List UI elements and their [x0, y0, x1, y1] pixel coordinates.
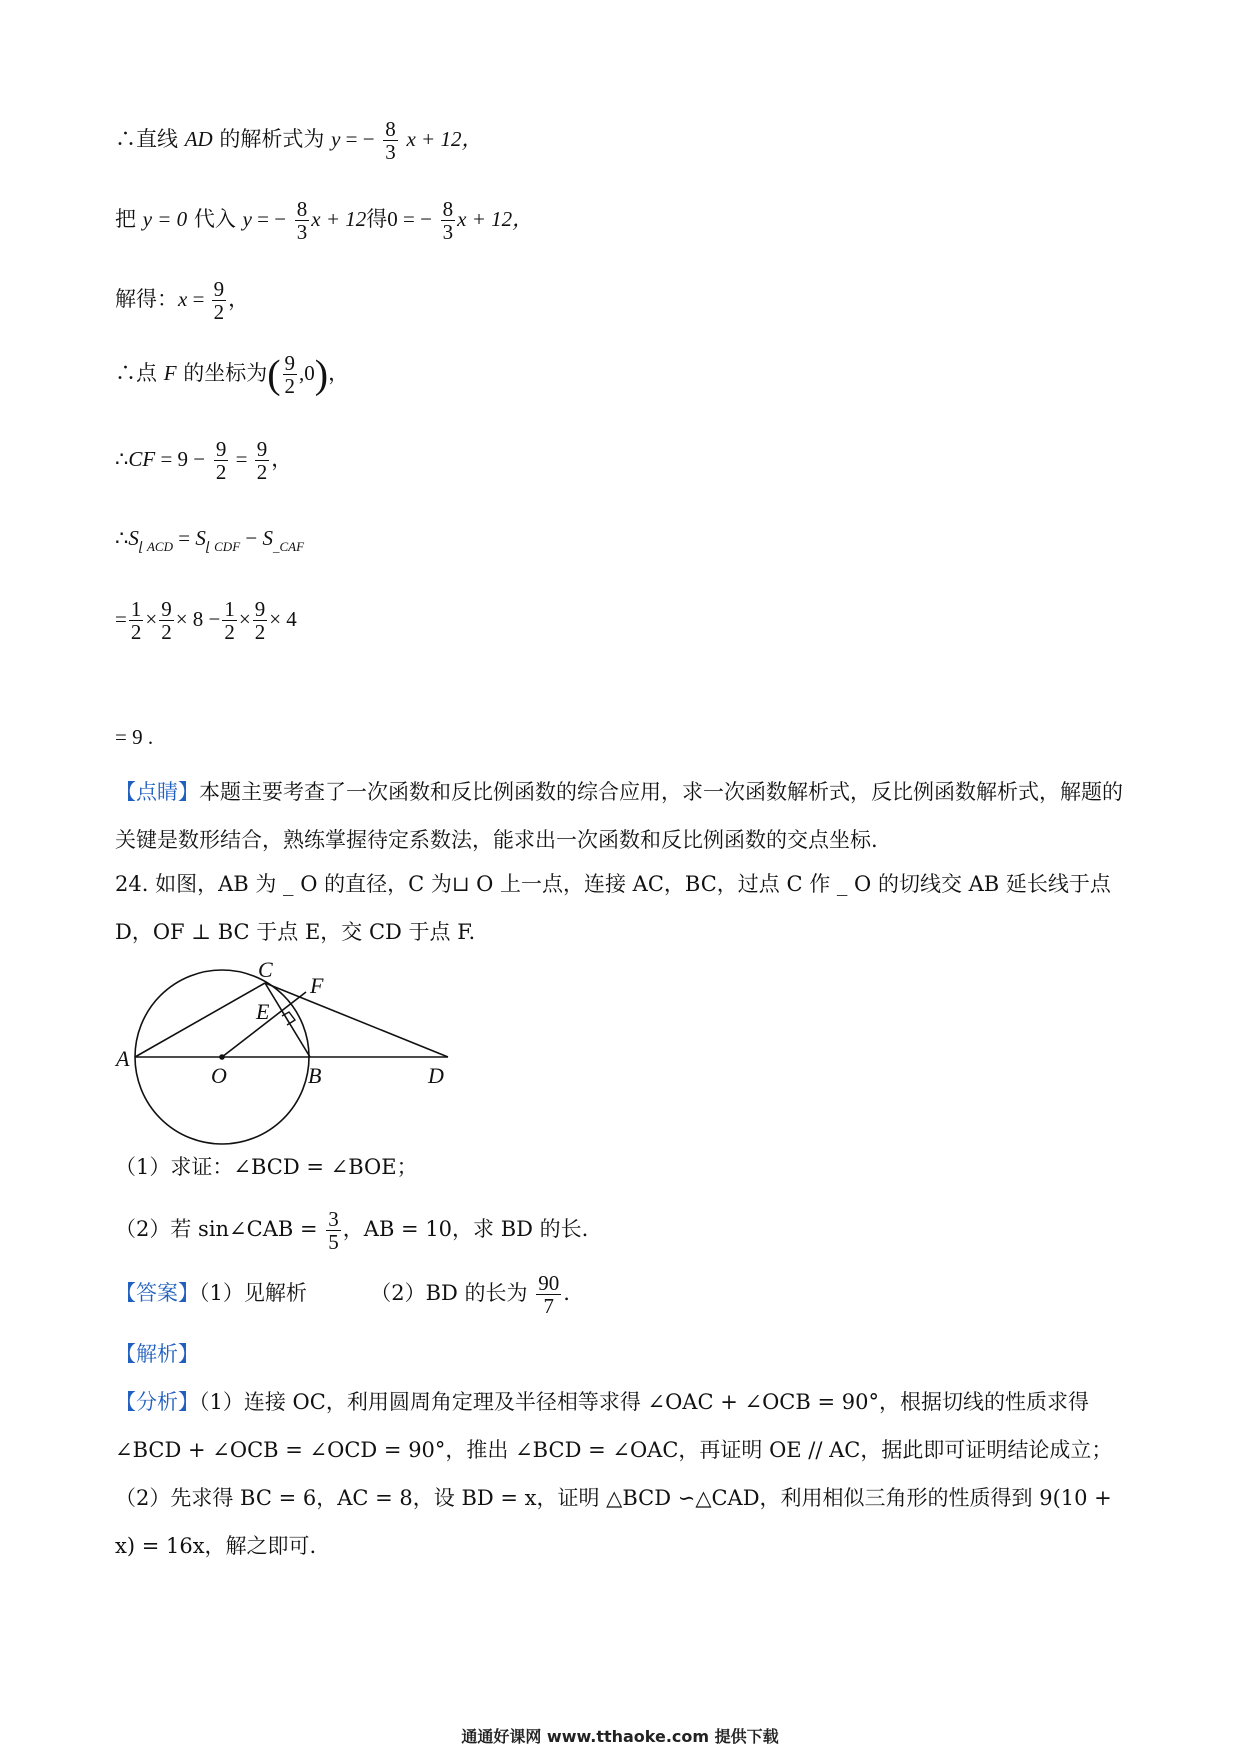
step-line-area-calc: = $\frac{1}{2}$ × $\frac{9}{2}$ × 8 − $\frac{1}{2}$ × $\frac{9}{2}$ × 4 [115, 597, 297, 645]
segment-ac [135, 983, 265, 1057]
step-line-substitute: 把 y = 0 代入 y = − $\frac{8}{3}$ x + 12得0 = − $\frac{8}{3}$ x + 12， [115, 197, 534, 245]
fen-tag: 【分析】 [115, 1390, 199, 1414]
step-line-ad-equation: ∴直线 AD 的解析式为 y = − $\frac{8}{3}$ x + 12， [115, 117, 483, 165]
question-24: 24. 如图，AB 为 _ O 的直径，C 为⊔ O 上一点，连接 AC，BC，过点 C 作 _ O 的切线交 AB 延长线于点 D，OF ⊥ BC 于点 E，交 CD 于点 F. [115, 872, 1111, 944]
step-line-result: = 9 . [115, 725, 154, 749]
review-tag: 【点睛】 [115, 780, 199, 804]
fraction: $\frac{8}{3}$ [385, 117, 396, 165]
point-o-dot [219, 1054, 225, 1060]
answer-line: 【答案】（1）见解析 （2）BD 的长为 $\frac{90}{7}$ . [115, 1271, 570, 1319]
analysis-tag: 【解析】 [115, 1342, 199, 1366]
label-c: C [258, 957, 273, 982]
analysis-paragraph: 【分析】（1）连接 OC，利用圆周角定理及半径相等求得 ∠OAC + ∠OCB = 90°，根据切线的性质求得 ∠BCD + ∠OCB = ∠OCD = 90°，推出 ∠BCD = ∠OAC，再证明 OE // AC，据此即可证明结论成立；（2）先求得 BC = 6，AC = 8，设 BD = x，证明 △BCD ∽△CAD，利用相似三角形的性质得到 9(10 + x) = 16x，解之即可. [115, 1390, 1113, 1558]
label-e: E [256, 999, 270, 1024]
step-line-area: $\therefore S_{⌊ ACD} = S_{⌊ CDF} - S_{\_CAF}$ [115, 526, 305, 554]
review-text: 本题主要考查了一次函数和反比例函数的综合应用，求一次函数解析式，反比例函数解析式，解题的关键是数形结合，熟练掌握待定系数法，能求出一次函数和反比例函数的交点坐标. [115, 780, 1123, 852]
step-line-cf: ∴CF = 9 − $\frac{9}{2}$ = $\frac{9}{2}$ ， [115, 437, 293, 485]
review-paragraph [115, 768, 1125, 864]
label-a: A [116, 1046, 130, 1071]
label-b: B [308, 1063, 322, 1088]
question-part-1: （1）求证：∠BCD = ∠BOE； [115, 1155, 418, 1179]
segment-cd [265, 983, 448, 1057]
step-line-point-f: ∴点 F 的坐标为( $\frac{9}{2}$ ,0)， [115, 351, 350, 399]
label-o: O [211, 1063, 227, 1088]
geometry-figure [110, 955, 470, 1155]
step-line-solve-x: 解得：x = $\frac{9}{2}$ ， [115, 277, 250, 325]
footer-watermark: 通通好课网 www.tthaoke.com 提供下载 [461, 1727, 779, 1746]
label-d: D [428, 1063, 444, 1088]
answer-tag: 【答案】 [115, 1281, 199, 1306]
label-f: F [310, 973, 324, 998]
question-part-2: （2）若 sin∠CAB = $\frac{3}{5}$ ，AB = 10，求 BD 的长. [115, 1207, 589, 1255]
